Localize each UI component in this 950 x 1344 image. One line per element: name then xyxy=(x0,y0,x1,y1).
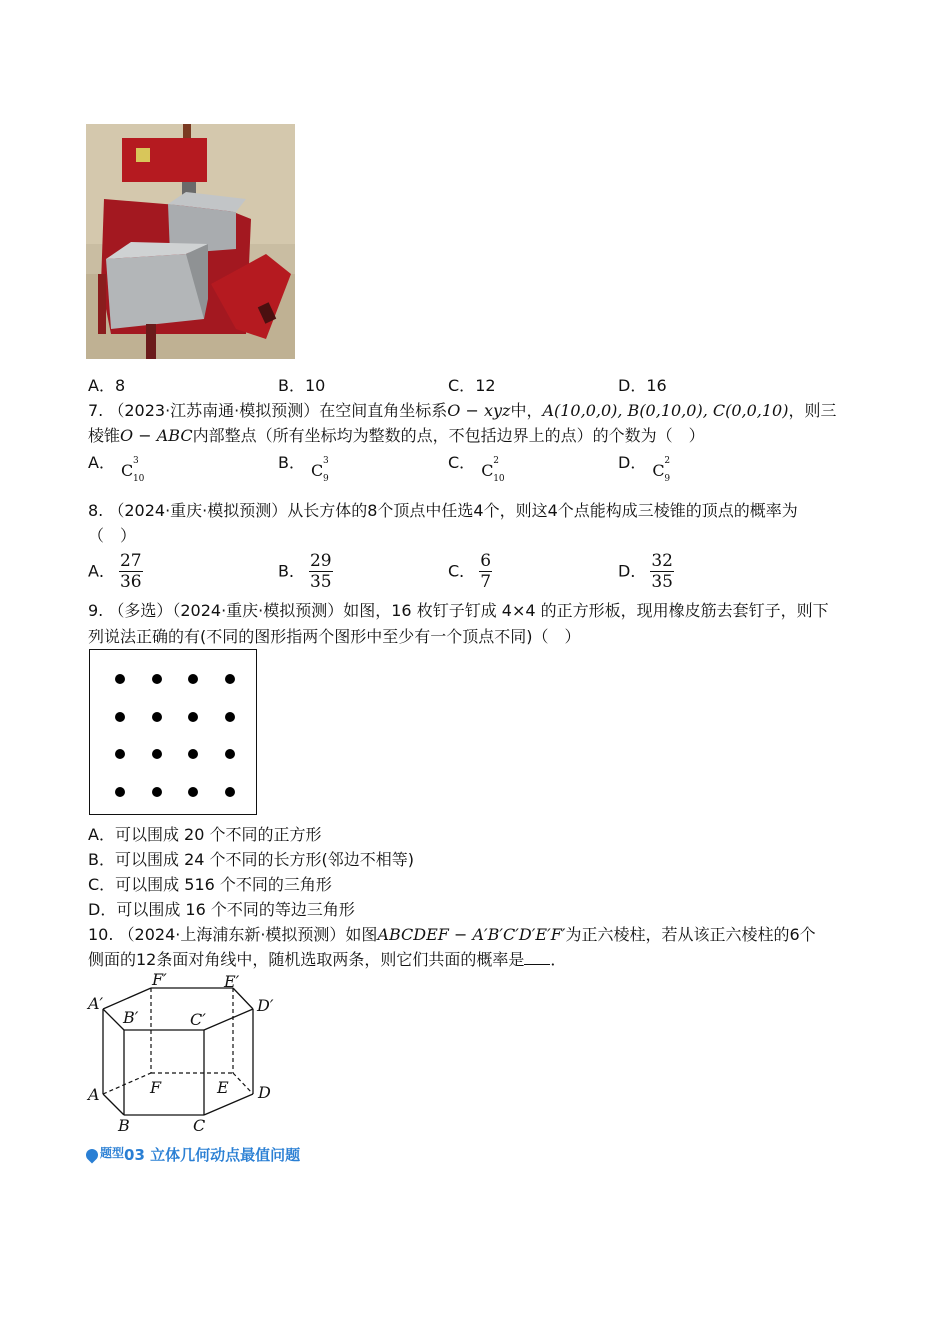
nail-board-figure xyxy=(89,649,257,815)
label-c-prime: C′ xyxy=(190,1010,206,1029)
q10-stem-line1: 10. （2024·上海浦东新·模拟预测）如图ABCDEF − A′B′C′D′E′F′为正六棱柱，若从该正六棱柱的6个 xyxy=(88,925,816,944)
label-e: E xyxy=(217,1078,229,1097)
q9-stem-line1: 9. （多选）（2024·重庆·模拟预测）如图，16 枚钉子钉成 4×4 的正方形板，现用橡皮筋去套钉子，则下 xyxy=(88,601,829,620)
q6-option-d: D．16 xyxy=(618,376,667,395)
nail-dot xyxy=(115,787,125,797)
answer-blank xyxy=(524,950,550,965)
nail-dot xyxy=(152,712,162,722)
nail-dot xyxy=(225,712,235,722)
q6-option-c: C．12 xyxy=(448,376,496,395)
q7-option-d: D． C 2 9 xyxy=(618,453,671,484)
nail-dot xyxy=(188,674,198,684)
q7-option-b: B． C 3 9 xyxy=(278,453,329,484)
q8-option-a: A． $\frac{27}{36}$ xyxy=(88,551,142,592)
brick-cutter-photo xyxy=(86,124,295,359)
section-title: 03 立体几何动点最值问题 xyxy=(124,1146,301,1164)
q9-option-d: D．可以围成 16 个不同的等边三角形 xyxy=(88,900,355,919)
q6-option-a: A．8 xyxy=(88,376,126,395)
nail-dot xyxy=(188,749,198,759)
q9-option-c: C．可以围成 516 个不同的三角形 xyxy=(88,875,332,894)
q7-option-c: C． C 2 10 xyxy=(448,453,505,484)
q8-option-c: C． $\frac{6}{7}$ xyxy=(448,551,492,592)
nail-dot xyxy=(188,787,198,797)
label-c: C xyxy=(193,1116,206,1135)
section-tag: 题型 xyxy=(100,1146,125,1160)
nail-dot xyxy=(152,674,162,684)
q7-stem-line2: 棱锥O − ABC内部整点（所有坐标均为整数的点，不包括边界上的点）的个数为（ ） xyxy=(88,426,705,445)
hexagonal-prism-figure xyxy=(86,970,286,1135)
label-d-prime: D′ xyxy=(257,996,274,1015)
nail-dot xyxy=(115,712,125,722)
q8-option-d: D． $\frac{32}{35}$ xyxy=(618,551,673,592)
nail-dot xyxy=(152,749,162,759)
q9-option-b: B．可以围成 24 个不同的长方形(邻边不相等) xyxy=(88,850,414,869)
label-a: A xyxy=(88,1085,100,1104)
q7-stem-line1: 7. （2023·江苏南通·模拟预测）在空间直角坐标系O − xyz中，A(10,0,0), B(0,10,0), C(0,0,10)，则三 xyxy=(88,401,837,420)
nail-dot xyxy=(115,674,125,684)
q8-stem-line1: 8. （2024·重庆·模拟预测）从长方体的8个顶点中任选4个，则这4个点能构成三棱锥的顶点的概率为 xyxy=(88,501,798,520)
section-heading xyxy=(86,1144,300,1165)
q8-stem-line2: （ ） xyxy=(88,526,137,545)
label-f-prime: F′ xyxy=(152,970,167,989)
label-f: F xyxy=(150,1078,162,1097)
nail-dot xyxy=(225,787,235,797)
label-e-prime: E′ xyxy=(224,972,240,991)
label-b: B xyxy=(118,1116,130,1135)
location-pin-icon xyxy=(84,1147,101,1164)
q6-option-b: B．10 xyxy=(278,376,326,395)
nail-dot xyxy=(225,749,235,759)
nail-dot xyxy=(152,787,162,797)
q8-option-b: B． $\frac{29}{35}$ xyxy=(278,551,332,592)
nail-dot xyxy=(115,749,125,759)
label-b-prime: B′ xyxy=(123,1008,139,1027)
q7-option-a: A． C 3 10 xyxy=(88,453,145,484)
nail-dot xyxy=(188,712,198,722)
label-d: D xyxy=(258,1083,271,1102)
label-a-prime: A′ xyxy=(88,994,104,1013)
q9-option-a: A．可以围成 20 个不同的正方形 xyxy=(88,825,322,844)
q10-stem-line2: 侧面的12条面对角线中，随机选取两条，则它们共面的概率是 ． xyxy=(88,950,567,969)
nail-dot xyxy=(225,674,235,684)
q9-stem-line2: 列说法正确的有(不同的图形指两个图形中至少有一个顶点不同)（ ） xyxy=(88,627,581,646)
